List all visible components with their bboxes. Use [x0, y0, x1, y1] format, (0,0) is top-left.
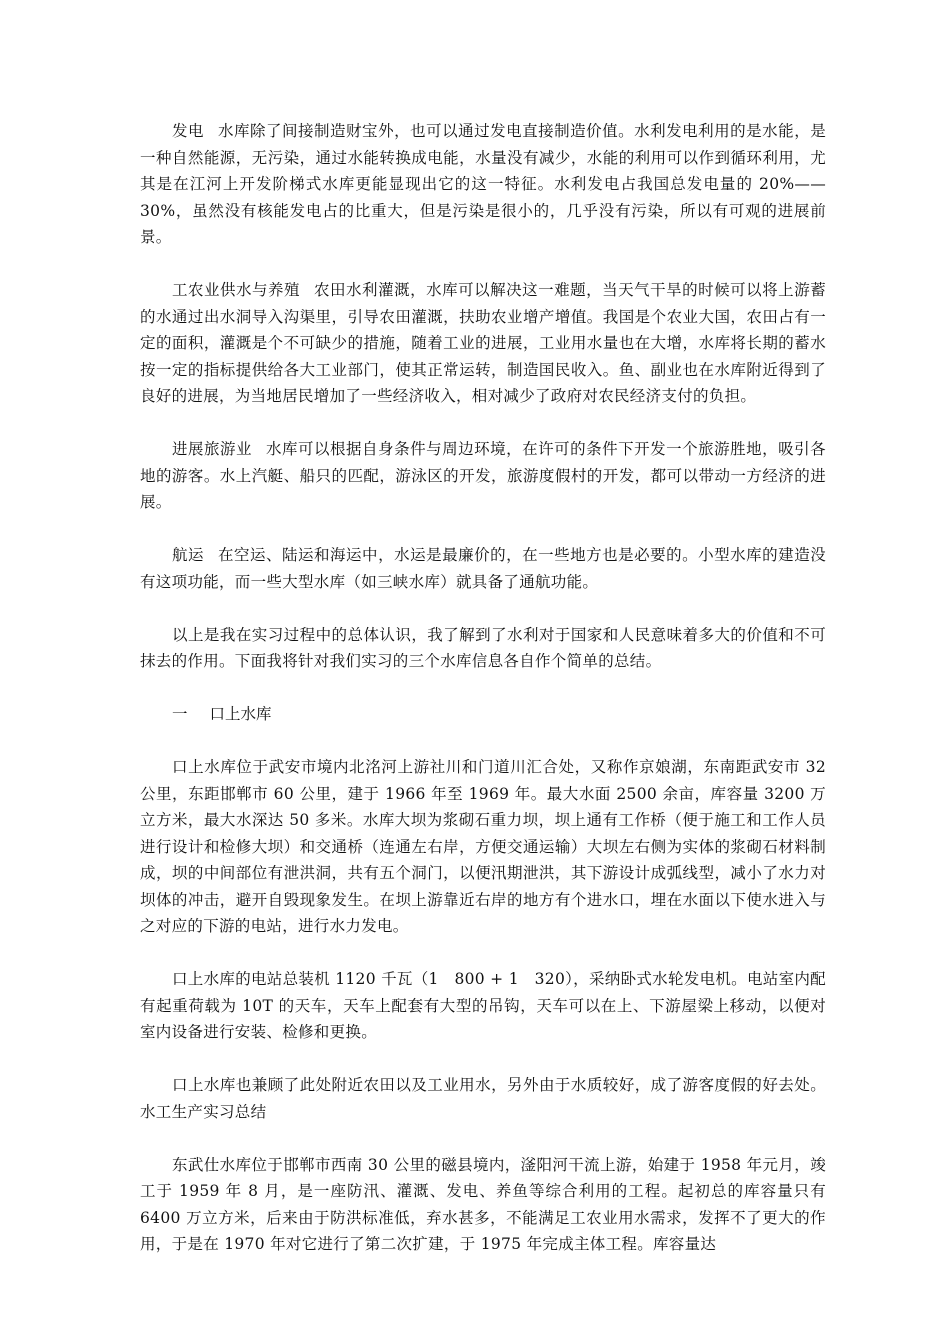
paragraph-koushang-uses	[140, 1072, 826, 1125]
paragraph-lead: 航运	[172, 546, 205, 564]
paragraph-text: 以上是我在实习过程中的总体认识，我了解到了水利对于国家和人民意味着多大的价值和不可抹去的作用。下面我将针对我们实习的三个水库信息各自作个简单的总结。	[140, 625, 826, 670]
paragraph-shipping	[140, 542, 826, 595]
paragraph-text: 东武仕水库位于邯郸市西南 30 公里的磁县境内，滏阳河干流上游，始建于 1958 年元月，竣工于 1959 年 8 月，是一座防汛、灌溉、发电、养鱼等综合利用的工程。起初总的库容量只有 6400 万立方米，后来由于防洪标准低，弃水甚多，不能满足工农业用水需求，发挥不了更大的作用，于是在 1970 年对它进行了第二次扩建，于 1975 年完成主体工程。库容量达	[140, 1155, 826, 1253]
section-title: 口上水库	[209, 705, 272, 723]
paragraph-water-supply	[140, 277, 826, 410]
paragraph-summary	[140, 622, 826, 675]
paragraph-tourism	[140, 436, 826, 516]
paragraph-text: 水库可以根据自身条件与周边环境，在许可的条件下开发一个旅游胜地，吸引各地的游客。水上汽艇、船只的匹配，游泳区的开发，旅游度假村的开发，都可以带动一方经济的进展。	[140, 440, 826, 511]
paragraph-text: 水库除了间接制造财宝外，也可以通过发电直接制造价值。水利发电利用的是水能，是一种自然能源，无污染，通过水能转换成电能，水量没有减少，水能的利用可以作到循环利用，尤其是在江河上开发阶梯式水库更能显现出它的这一特征。水利发电占我国总发电量的 20%——30%，虽然没有核能发电占的比重大，但是污染是很小的，几乎没有污染，所以有可观的进展前景。	[140, 122, 826, 246]
section-number: 一	[172, 705, 188, 723]
paragraph-text: 口上水库也兼顾了此处附近农田以及工业用水，另外由于水质较好，成了游客度假的好去处。水工生产实习总结	[140, 1076, 826, 1121]
paragraph-lead: 工农业供水与养殖	[172, 281, 301, 299]
document-body	[140, 118, 826, 1284]
paragraph-lead: 进展旅游业	[172, 440, 253, 458]
paragraph-power-generation	[140, 118, 826, 251]
paragraph-lead: 发电	[172, 122, 205, 140]
paragraph-koushang-station	[140, 966, 826, 1046]
section-heading	[140, 701, 826, 728]
paragraph-text: 口上水库的电站总装机 1120 千瓦（1 800 + 1 320），采纳卧式水轮发电机。电站室内配有起重荷载为 10T 的天车，天车上配套有大型的吊钩，天车可以在上、下游屋梁上移动，以便对室内设备进行安装、检修和更换。	[140, 970, 826, 1041]
paragraph-text: 农田水利灌溉，水库可以解决这一难题，当天气干旱的时候可以将上游蓄的水通过出水洞导入沟渠里，引导农田灌溉，扶助农业增产增值。我国是个农业大国，农田占有一定的面积，灌溉是个不可缺少的措施，随着工业的进展，工业用水量也在大增，水库将长期的蓄水按一定的指标提供给各大工业部门，使其正常运转，制造国民收入。鱼、副业也在水库附近得到了良好的进展，为当地居民增加了一些经济收入，相对减少了政府对农民经济支付的负担。	[140, 281, 826, 405]
paragraph-text: 在空运、陆运和海运中，水运是最廉价的，在一些地方也是必要的。小型水库的建造没有这项功能，而一些大型水库（如三峡水库）就具备了通航功能。	[140, 546, 826, 591]
paragraph-koushang-overview	[140, 754, 826, 940]
paragraph-text: 口上水库位于武安市境内北洺河上游社川和门道川汇合处，又称作京娘湖，东南距武安市 32 公里，东距邯郸市 60 公里，建于 1966 年至 1969 年。最大水面 2500 余亩，库容量 3200 万立方米，最大水深达 50 多米。水库大坝为浆砌石重力坝，坝上通有工作桥（便于施工和工作人员进行设计和检修大坝）和交通桥（连通左右岸，方便交通运输）大坝左右侧为实体的浆砌石材料制成，坝的中间部位有泄洪洞，共有五个洞门，以便汛期泄洪，其下游设计成弧线型，减小了水力对坝体的冲击，避开自毁现象发生。在坝上游靠近右岸的地方有个进水口，埋在水面以下使水进入与之对应的下游的电站，进行水力发电。	[140, 758, 826, 935]
paragraph-dongwushi	[140, 1152, 826, 1258]
